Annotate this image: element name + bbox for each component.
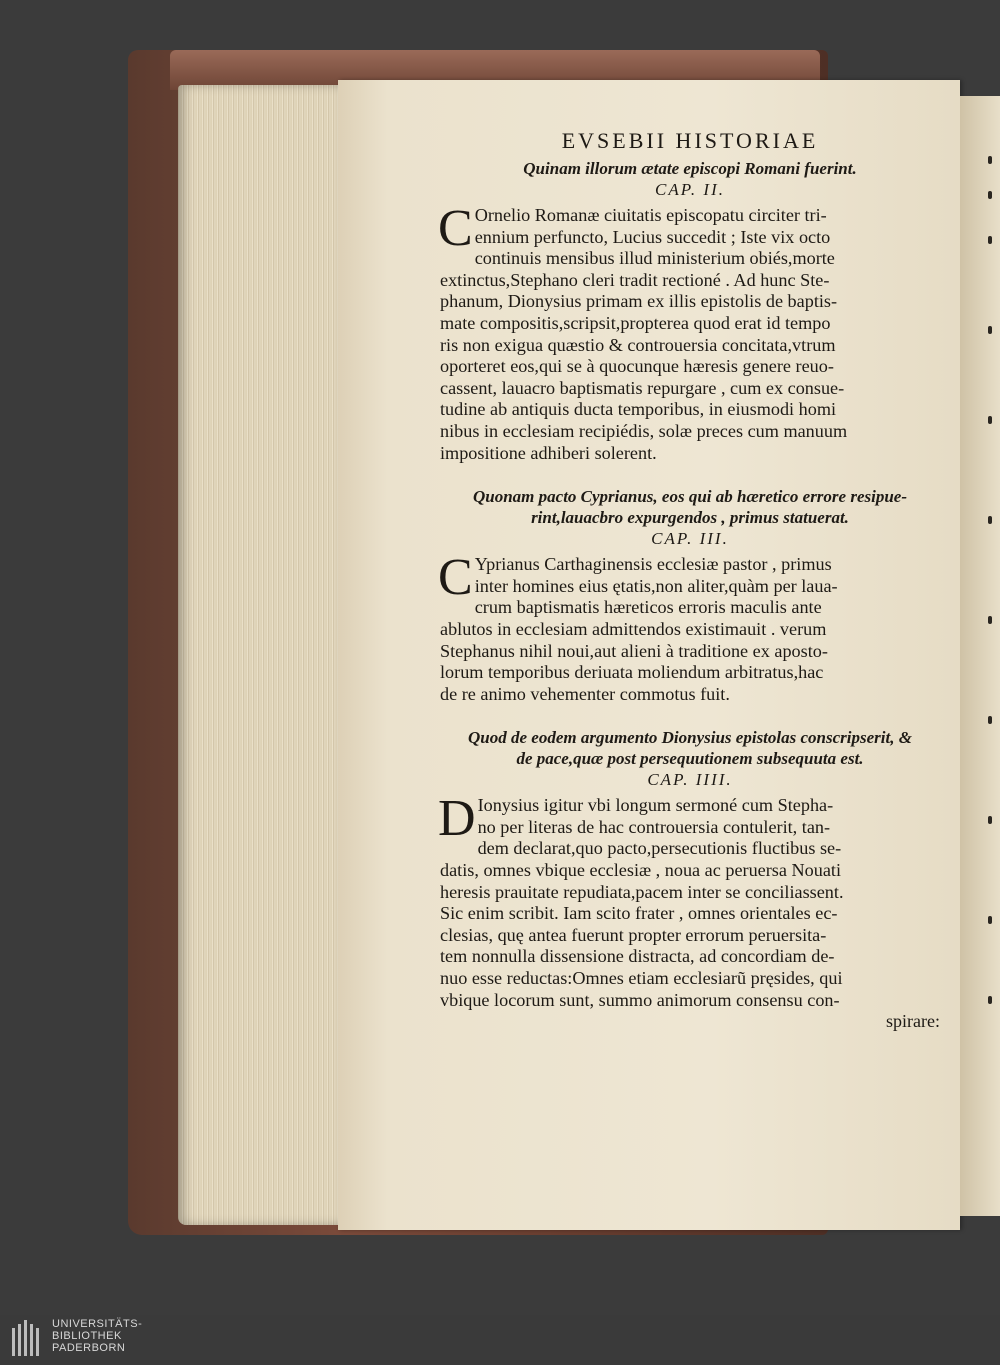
chapter-title-line: de pace,quæ post persequutionem subsequuta est. xyxy=(516,749,864,769)
text-line: cassent, lauacro baptismatis repurgare , cum ex consue- xyxy=(440,377,845,398)
text-line: Stephanus nihil noui,aut alieni à traditione ex aposto- xyxy=(440,640,828,661)
text-line: crum baptismatis hæreticos erroris maculis ante xyxy=(474,597,822,618)
text-line: Yprianus Carthaginensis ecclesiæ pastor , primus xyxy=(474,554,832,575)
text-line: de re animo vehementer commotus fuit. xyxy=(440,683,730,704)
chapter-number: CAP. IIII. xyxy=(647,770,733,790)
chapter-section xyxy=(440,486,940,705)
text-line: Ionysius igitur vbi longum sermoné cum Stepha- xyxy=(477,795,834,816)
text-line: heresis prauitate repudiata,pacem inter se conciliassent. xyxy=(440,881,844,902)
page-edges xyxy=(178,85,340,1225)
chapter-paragraph xyxy=(438,790,940,1033)
text-line: ennium perfuncto, Lucius succedit ; Iste vix octo xyxy=(474,226,831,247)
text-line: clesias, quę antea fuerunt propter errorum peruersita- xyxy=(440,924,827,945)
running-head: EVSEBII HISTORIAE xyxy=(561,128,819,153)
drop-cap: C xyxy=(438,549,473,607)
chapter-section xyxy=(440,727,940,1033)
chapter-title-line: rint,lauacbro expurgendos , primus statuerat. xyxy=(531,508,849,528)
text-line: inter homines eius ętatis,non aliter,quàm per laua- xyxy=(474,575,838,596)
text-line: ablutos in ecclesiam admittendos existimauit . verum xyxy=(440,618,827,639)
chapter-paragraph xyxy=(438,200,940,464)
text-line: continuis mensibus illud ministerium obiés,morte xyxy=(474,248,835,269)
text-line: phanum, Dionysius primam ex illis epistolis de baptis- xyxy=(440,291,838,312)
chapter-title-line: Quonam pacto Cyprianus, eos qui ab hæretico errore resipue- xyxy=(473,487,907,507)
chapter-title xyxy=(440,158,940,179)
text-line: Sic enim scribit. Iam scito frater , omnes orientales ec- xyxy=(440,903,838,924)
text-line: ris non exigua quæstio & controuersia concitata,vtrum xyxy=(440,334,836,355)
chapter-paragraph xyxy=(438,549,940,705)
chapter-title xyxy=(440,486,940,528)
text-line: datis, omnes vbique ecclesiæ , noua ac peruersa Nouati xyxy=(440,860,842,881)
next-page-edge xyxy=(960,96,1000,1216)
text-line: nuo esse reductas:Omnes etiam ecclesiarũ pręsides, qui xyxy=(440,968,843,989)
text-line: mate compositis,scripsit,propterea quod erat id tempo xyxy=(440,312,831,333)
footer-bar xyxy=(0,1315,1000,1365)
chapter-section xyxy=(440,158,940,464)
logo-line: PADERBORN xyxy=(52,1342,126,1354)
chapter-title-line: Quod de eodem argumento Dionysius epistolas conscripserit, & xyxy=(468,728,912,748)
text-line: oporteret eos,qui se à quocunque hæresis genere reuo- xyxy=(440,356,834,377)
text-line: impositione adhiberi solerent. xyxy=(440,442,657,463)
text-line: tudine ab antiquis ducta temporibus, in eiusmodi homi xyxy=(440,399,837,420)
drop-cap: D xyxy=(438,790,476,848)
text-line: lorum temporibus deriuata moliendum arbitratus,hac xyxy=(440,662,824,683)
text-line: dem declarat,quo pacto,persecutionis fluctibus se- xyxy=(477,838,842,859)
logo-line: UNIVERSITÄTS- xyxy=(52,1318,143,1330)
chapter-number: CAP. III. xyxy=(651,529,729,549)
logo-line: BIBLIOTHEK xyxy=(52,1330,122,1342)
drop-cap: C xyxy=(438,200,473,257)
chapter-title-line: Quinam illorum ætate episcopi Romani fuerint. xyxy=(523,159,857,178)
text-line: extinctus,Stephano cleri tradit rectioné . Ad hunc Ste- xyxy=(440,269,830,290)
page-text xyxy=(440,128,940,1045)
library-logo-icon xyxy=(10,1320,46,1358)
text-line: no per literas de hac controuersia contulerit, tan- xyxy=(477,816,831,837)
chapter-number: CAP. II. xyxy=(655,180,725,199)
text-line: Ornelio Romanæ ciuitatis episcopatu circiter tri- xyxy=(474,205,827,225)
text-line: nibus in ecclesiam recipiédis, solæ preces cum manuum xyxy=(440,420,848,441)
text-line: tem nonnulla dissensione distracta, ad concordiam de- xyxy=(440,946,835,967)
library-logo-text xyxy=(52,1318,142,1354)
chapter-title xyxy=(440,727,940,769)
text-line: vbique locorum sunt, summo animorum consensu con- xyxy=(440,989,840,1010)
catchword: spirare: xyxy=(886,1011,940,1032)
